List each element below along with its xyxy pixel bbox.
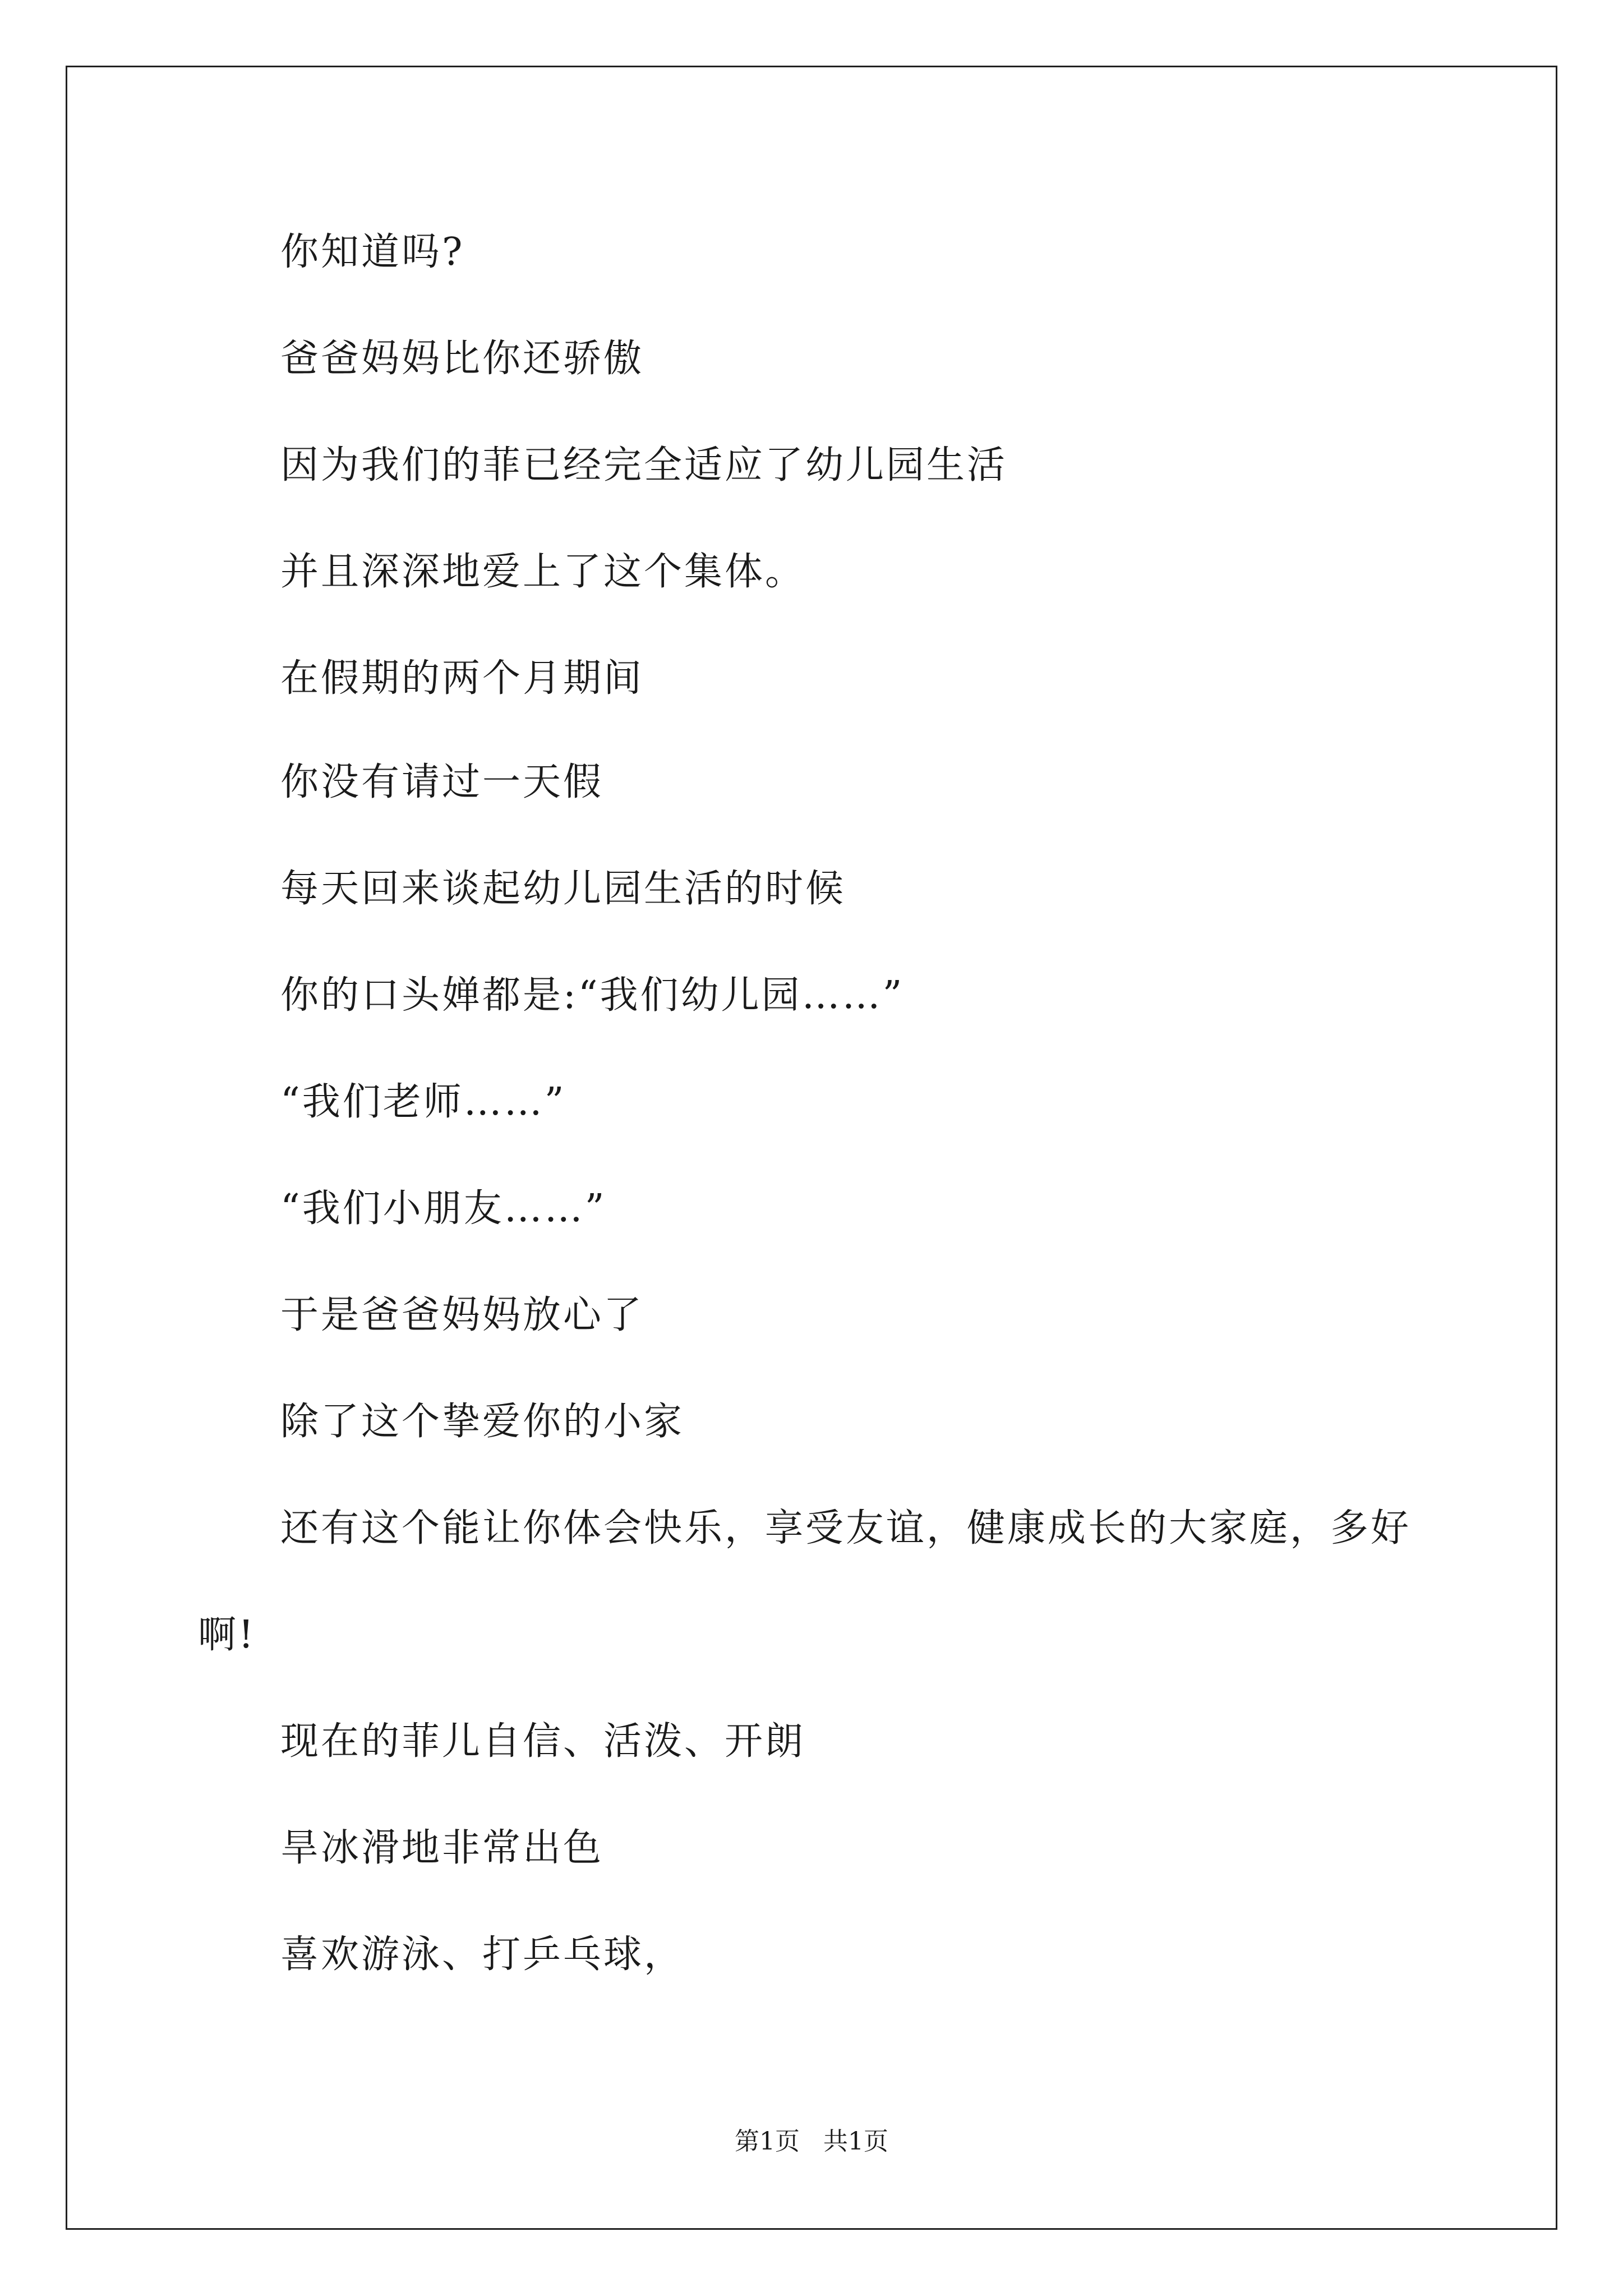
text-line-9: “我们老师……”	[280, 1080, 566, 1124]
text-line-5: 在假期的两个月期间	[280, 656, 644, 701]
text-line-8: 你的口头婵都是:“我们幼儿园……”	[280, 973, 905, 1018]
text-line-7: 每天回来谈起幼儿园生活的时候	[280, 867, 846, 911]
text-line-16: 旱冰滑地非常出色	[280, 1826, 604, 1870]
text-line-11: 于是爸爸妈妈放心了	[280, 1293, 644, 1337]
page-footer: 第1页 共1页	[735, 2127, 888, 2156]
text-line-17: 喜欢游泳、打乒乓球，	[280, 1932, 685, 1977]
text-line-1: 你知道吗?	[280, 230, 465, 274]
text-line-14: 啊!	[198, 1613, 256, 1657]
text-line-10: “我们小朋友……”	[280, 1186, 607, 1231]
text-line-12: 除了这个挚爱你的小家	[280, 1400, 685, 1444]
text-line-15: 现在的菲儿自信、活泼、开朗	[280, 1719, 806, 1764]
text-line-4: 并且深深地爱上了这个集体。	[280, 550, 806, 594]
text-line-13: 还有这个能让你体会快乐，享受友谊，健康成长的大家庭，多好	[280, 1506, 1412, 1550]
text-line-6: 你没有请过一天假	[280, 760, 604, 804]
page-border	[66, 66, 1557, 2230]
text-line-3: 因为我们的菲已经完全适应了幼儿园生活	[280, 443, 1008, 487]
text-line-2: 爸爸妈妈比你还骄傲	[280, 337, 644, 381]
